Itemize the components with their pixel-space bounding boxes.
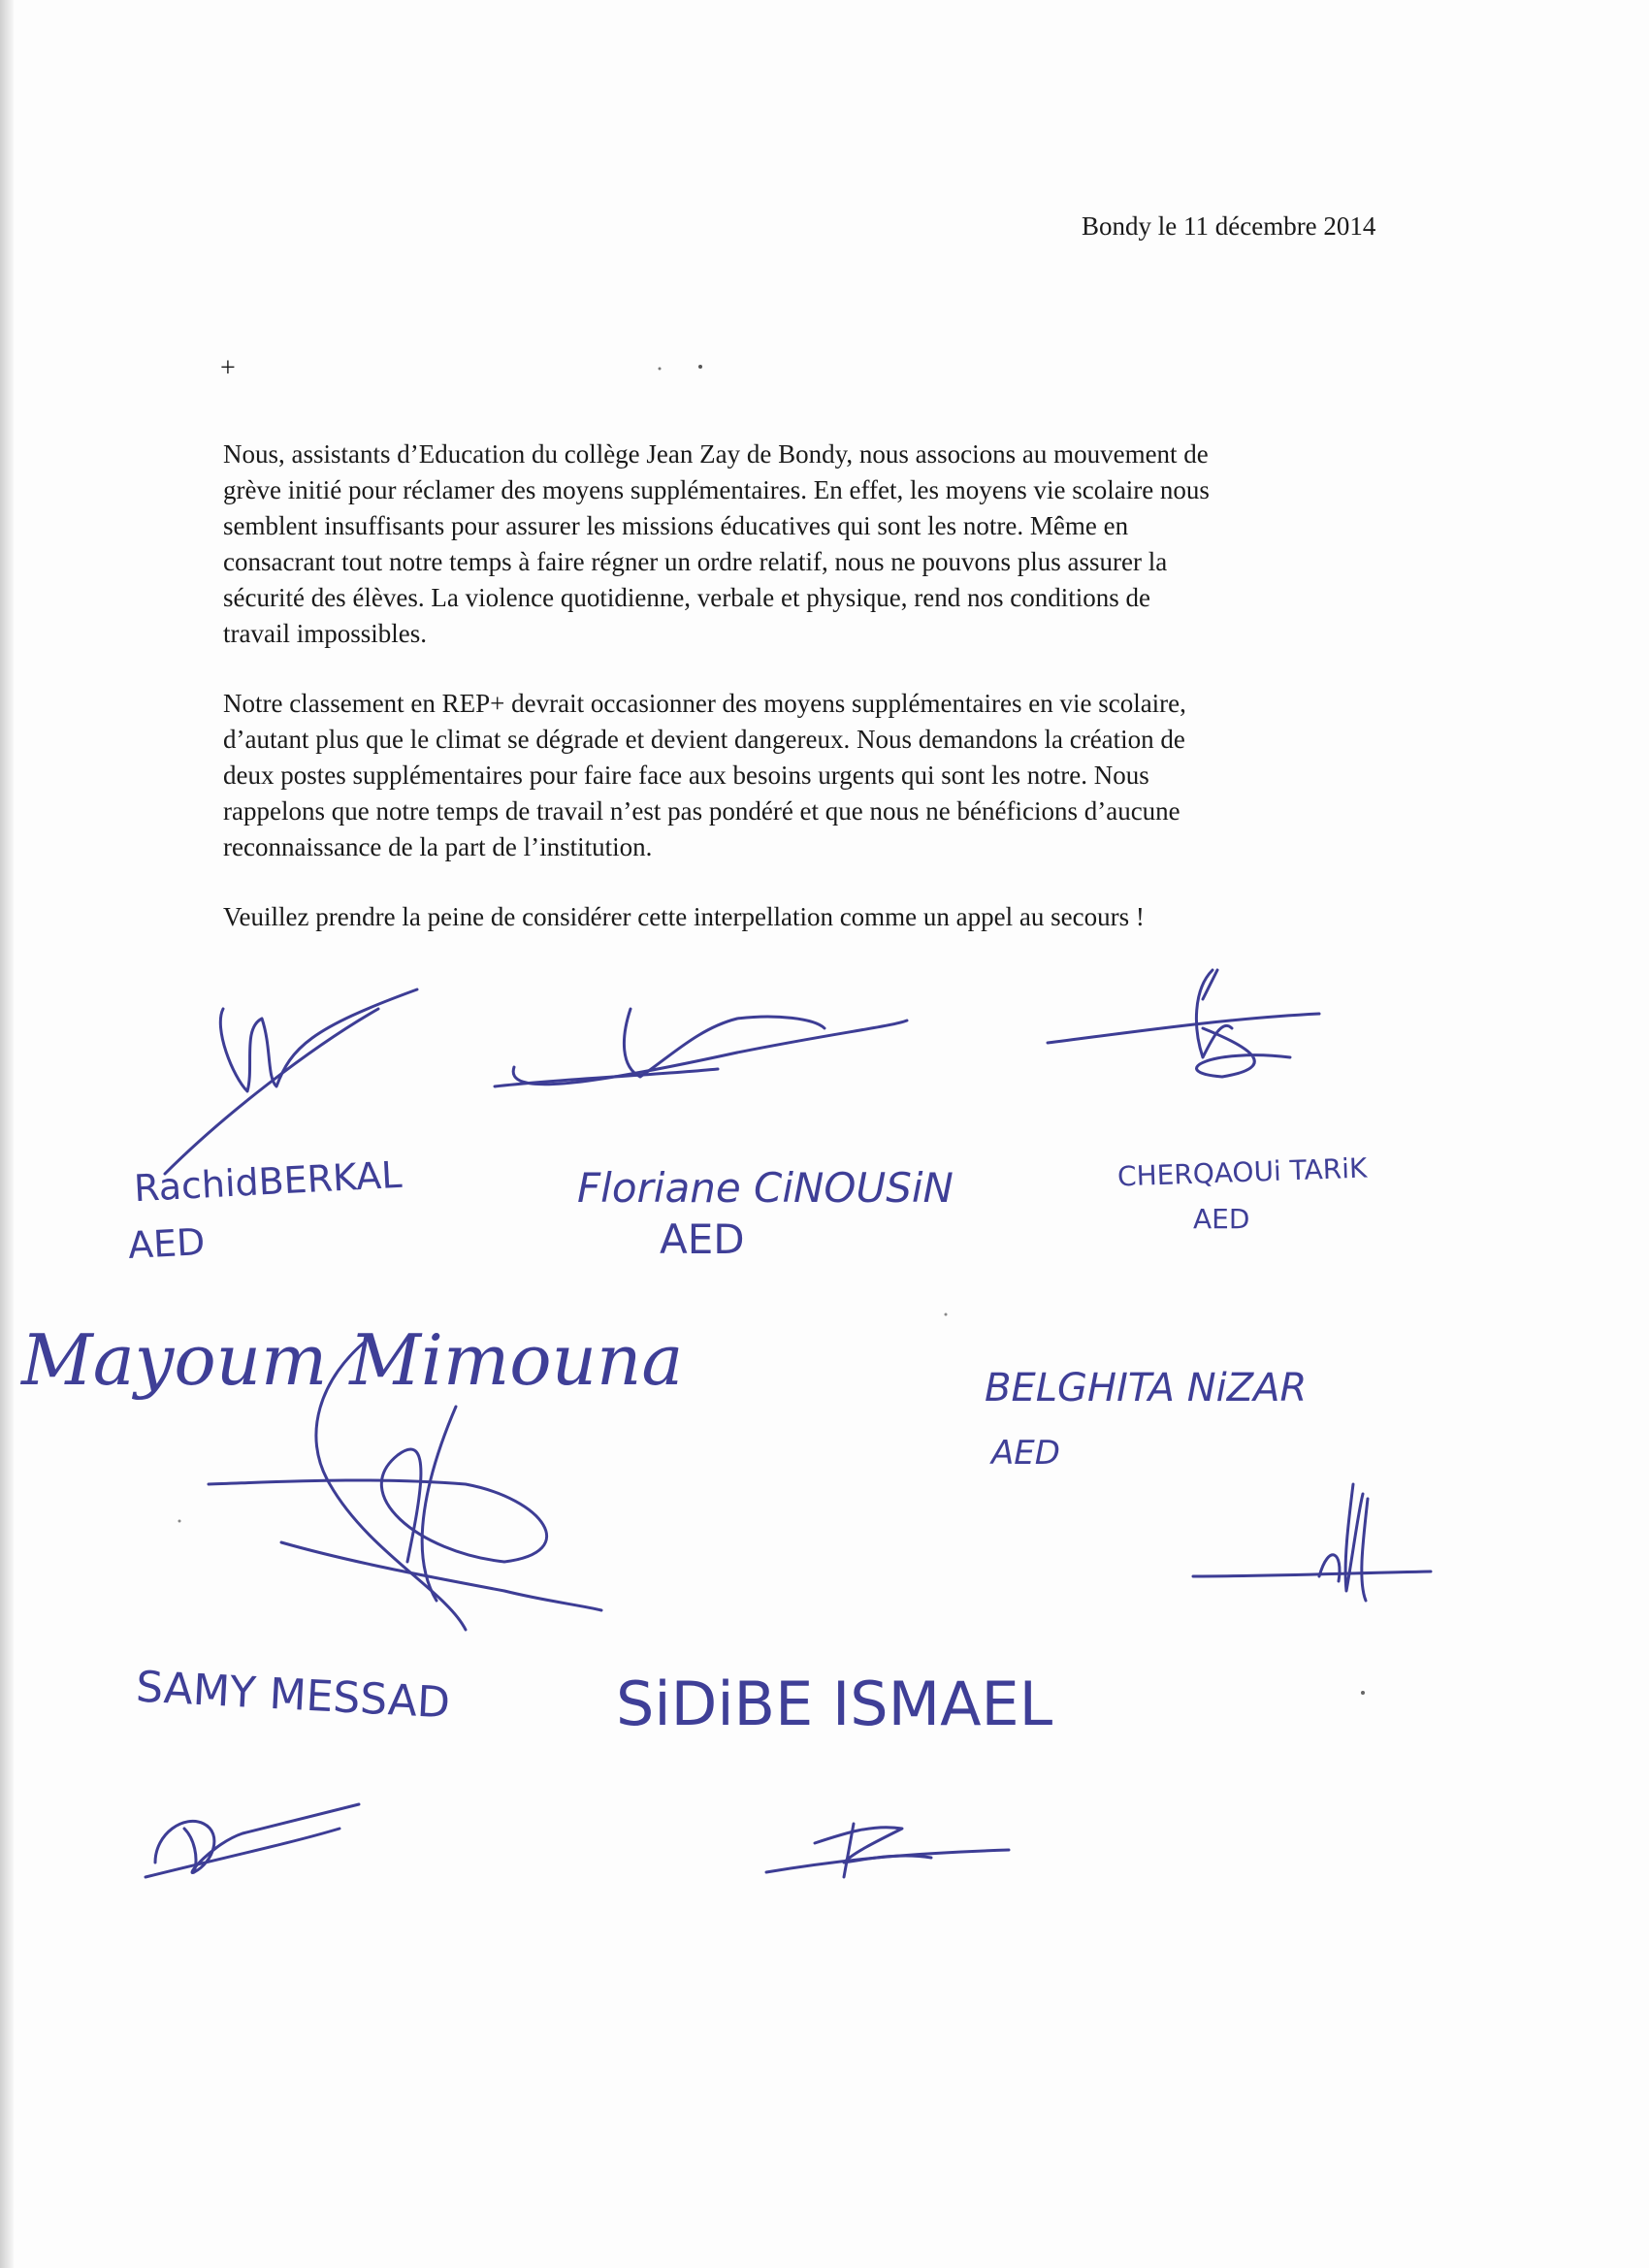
signatory-name-belghita: BELGHITA NiZAR (985, 1366, 1308, 1410)
signatory-role-ginousin: AED (660, 1215, 745, 1263)
signature-belghita (1193, 1484, 1431, 1601)
paragraph-3: Veuillez prendre la peine de considérer cette interpellation comme un appel au secours ! (223, 902, 1145, 931)
signatory-name-messad: SAMY MESSAD (134, 1662, 452, 1729)
signature-cherqaoui (1048, 970, 1319, 1077)
signatory-name-cherqaoui: CHERQAOUi TARiK (1116, 1151, 1368, 1193)
signature-messad (146, 1804, 359, 1877)
signature-berkal (165, 989, 417, 1174)
signatory-role-belghita: AED (991, 1434, 1060, 1473)
signatory-name-ginousin: Floriane CiNOUSiN (577, 1164, 954, 1212)
signatory-name-berkal: RachidBERKAL (133, 1152, 404, 1211)
signatory-name-sidibe: SiDiBE ISMAEL (616, 1669, 1053, 1739)
signatory-name-mimouna: Mayoum Mimouna (21, 1319, 684, 1401)
signature-sidibe (766, 1824, 1009, 1877)
signatory-role-cherqaoui: AED (1193, 1203, 1250, 1235)
paragraph-1: Nous, assistants d’Education du collège Jean Zay de Bondy, nous associons au mouvement de grève initié pour réclamer des moyens supplémentaires. En effet, les moyens vie scolaire nous semblent insuffisants pour assurer les missions éducatives qui sont les notre. Même en consacrant tout notre temps à faire régner un ordre relatif, nous ne pouvons plus assurer la sécurité des élèves. La violence quotidienne, verbale et physique, rend nos conditions de travail impossibles. (223, 439, 1210, 648)
paragraph-2: Notre classement en REP+ devrait occasionner des moyens supplémentaires en vie scolaire, d’autant plus que le climat se dégrade et devient dangereux. Nous demandons la création de deux postes supplémentaires pour faire face aux besoins urgents qui sont les notre. Nous rappelons que notre temps de travail n’est pas pondéré et que nous ne bénéficions d’aucune reconnaissance de la part de l’institution. (223, 689, 1186, 861)
signature-ginousin (495, 1009, 907, 1086)
plus-mark: + (220, 353, 236, 383)
date-line: Bondy le 11 décembre 2014 (1082, 211, 1376, 241)
signatory-role-berkal: AED (126, 1219, 207, 1268)
